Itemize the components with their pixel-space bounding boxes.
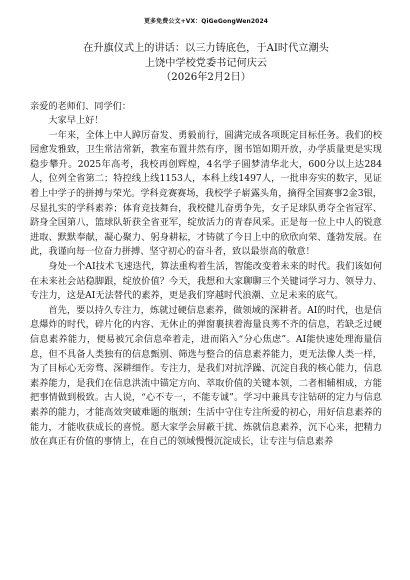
date-line: （2026年2月2日）: [161, 72, 251, 83]
speech-body: [30, 100, 382, 450]
greeting: 大家早上好！: [48, 115, 104, 127]
salutation: 亲爱的老师们、同学们：: [30, 100, 132, 112]
header-note: 更多免费公文+VX：QiGeGongWen2024: [143, 18, 268, 25]
title-block: [30, 42, 382, 86]
paragraph-2: 身处一个AI技术飞速迭代，算法重构着生活，智能改变着未来的时代。我们该如何在未来社会站稳脚跟，绽放价值？今天，我想和大家聊聊三个关键词学习力、领导力、专注力，这是AI无法替代的素养，更是我们穿越时代浪潮、立足未来的底气。: [30, 261, 382, 302]
speaker-line: 上饶中学校党委书记何庆云: [144, 57, 268, 69]
spacer: [30, 86, 382, 100]
speech-title: 在升旗仪式上的讲话：以三力铸底色，于AI时代立潮头: [83, 43, 329, 54]
paragraph-1: 一年来，全体上中人踔厉奋发、勇毅前行，圆满完成各项既定目标任务。我们的校园愈发雅致，卫生常洁常新，教室布置井然有序，图书馆如期开放，办学质量更是实现稳步攀升。2025年高考，我校再创辉煌，4名学子圆梦清华北大，600分以上达284人，位列全省第二；特控线上线1153人，本科上线1497人，一批串夯实的数字，见证着上中学子的拼搏与荣光。学科竞赛赛场，我校学子崭露头角，摘得全国赛事2金3银，尽显扎实的学科素养；体育竞技舞台，我校健儿奋勇争先，女子足球队勇夺全省冠军、跻身全国第八，篮球队斩获全省亚军，绽放活力的青春风采。正是每一位上中人的锐意进取、默默奉献，凝心聚力、躬身耕耘，才铸就了今日上中的欣欣向荣、蓬勃发展。在此，我谨向每一位奋力拼搏、坚守初心的奋斗者，致以最崇高的敬意！: [30, 129, 382, 258]
paragraph-3: 首先，要以持久专注力，炼就过硬信息素养，做领域的深耕者。AI的时代，也是信息爆炸的时代，碎片化的内容、无休止的弹窗裹挟着海量良莠不齐的信息，若缺乏过硬信息素养能力，便易被冗余信息牵着走，进而陷入“分心焦虑”。AI能快速处理海量信息，但不具备人类独有的信息甄别、筛选与整合的信息素养能力，更无法像人类一样，为了目标心无旁骛、深耕细作。专注力，是我们对抗浮躁、沉淀自我的核心能力，信息素养能力，是我们在信息洪流中锚定方向、萃取价值的关键本领，二者相辅相成，方能把事情做到极致。古人说，“心不专一，不能专诚”。学习中兼具专注钻研的定力与信息素养的能力，才能高效突破难题的瓶颈；生活中守住专注所爱的初心，用好信息素养的能力，才能收获成长的喜悦。愿大家学会屏蔽干扰、炼就信息素养，沉下心来，把精力放在真正有价值的事情上，在自己的领域慢慢沉淀成长，让专注与信息素养: [30, 304, 382, 448]
